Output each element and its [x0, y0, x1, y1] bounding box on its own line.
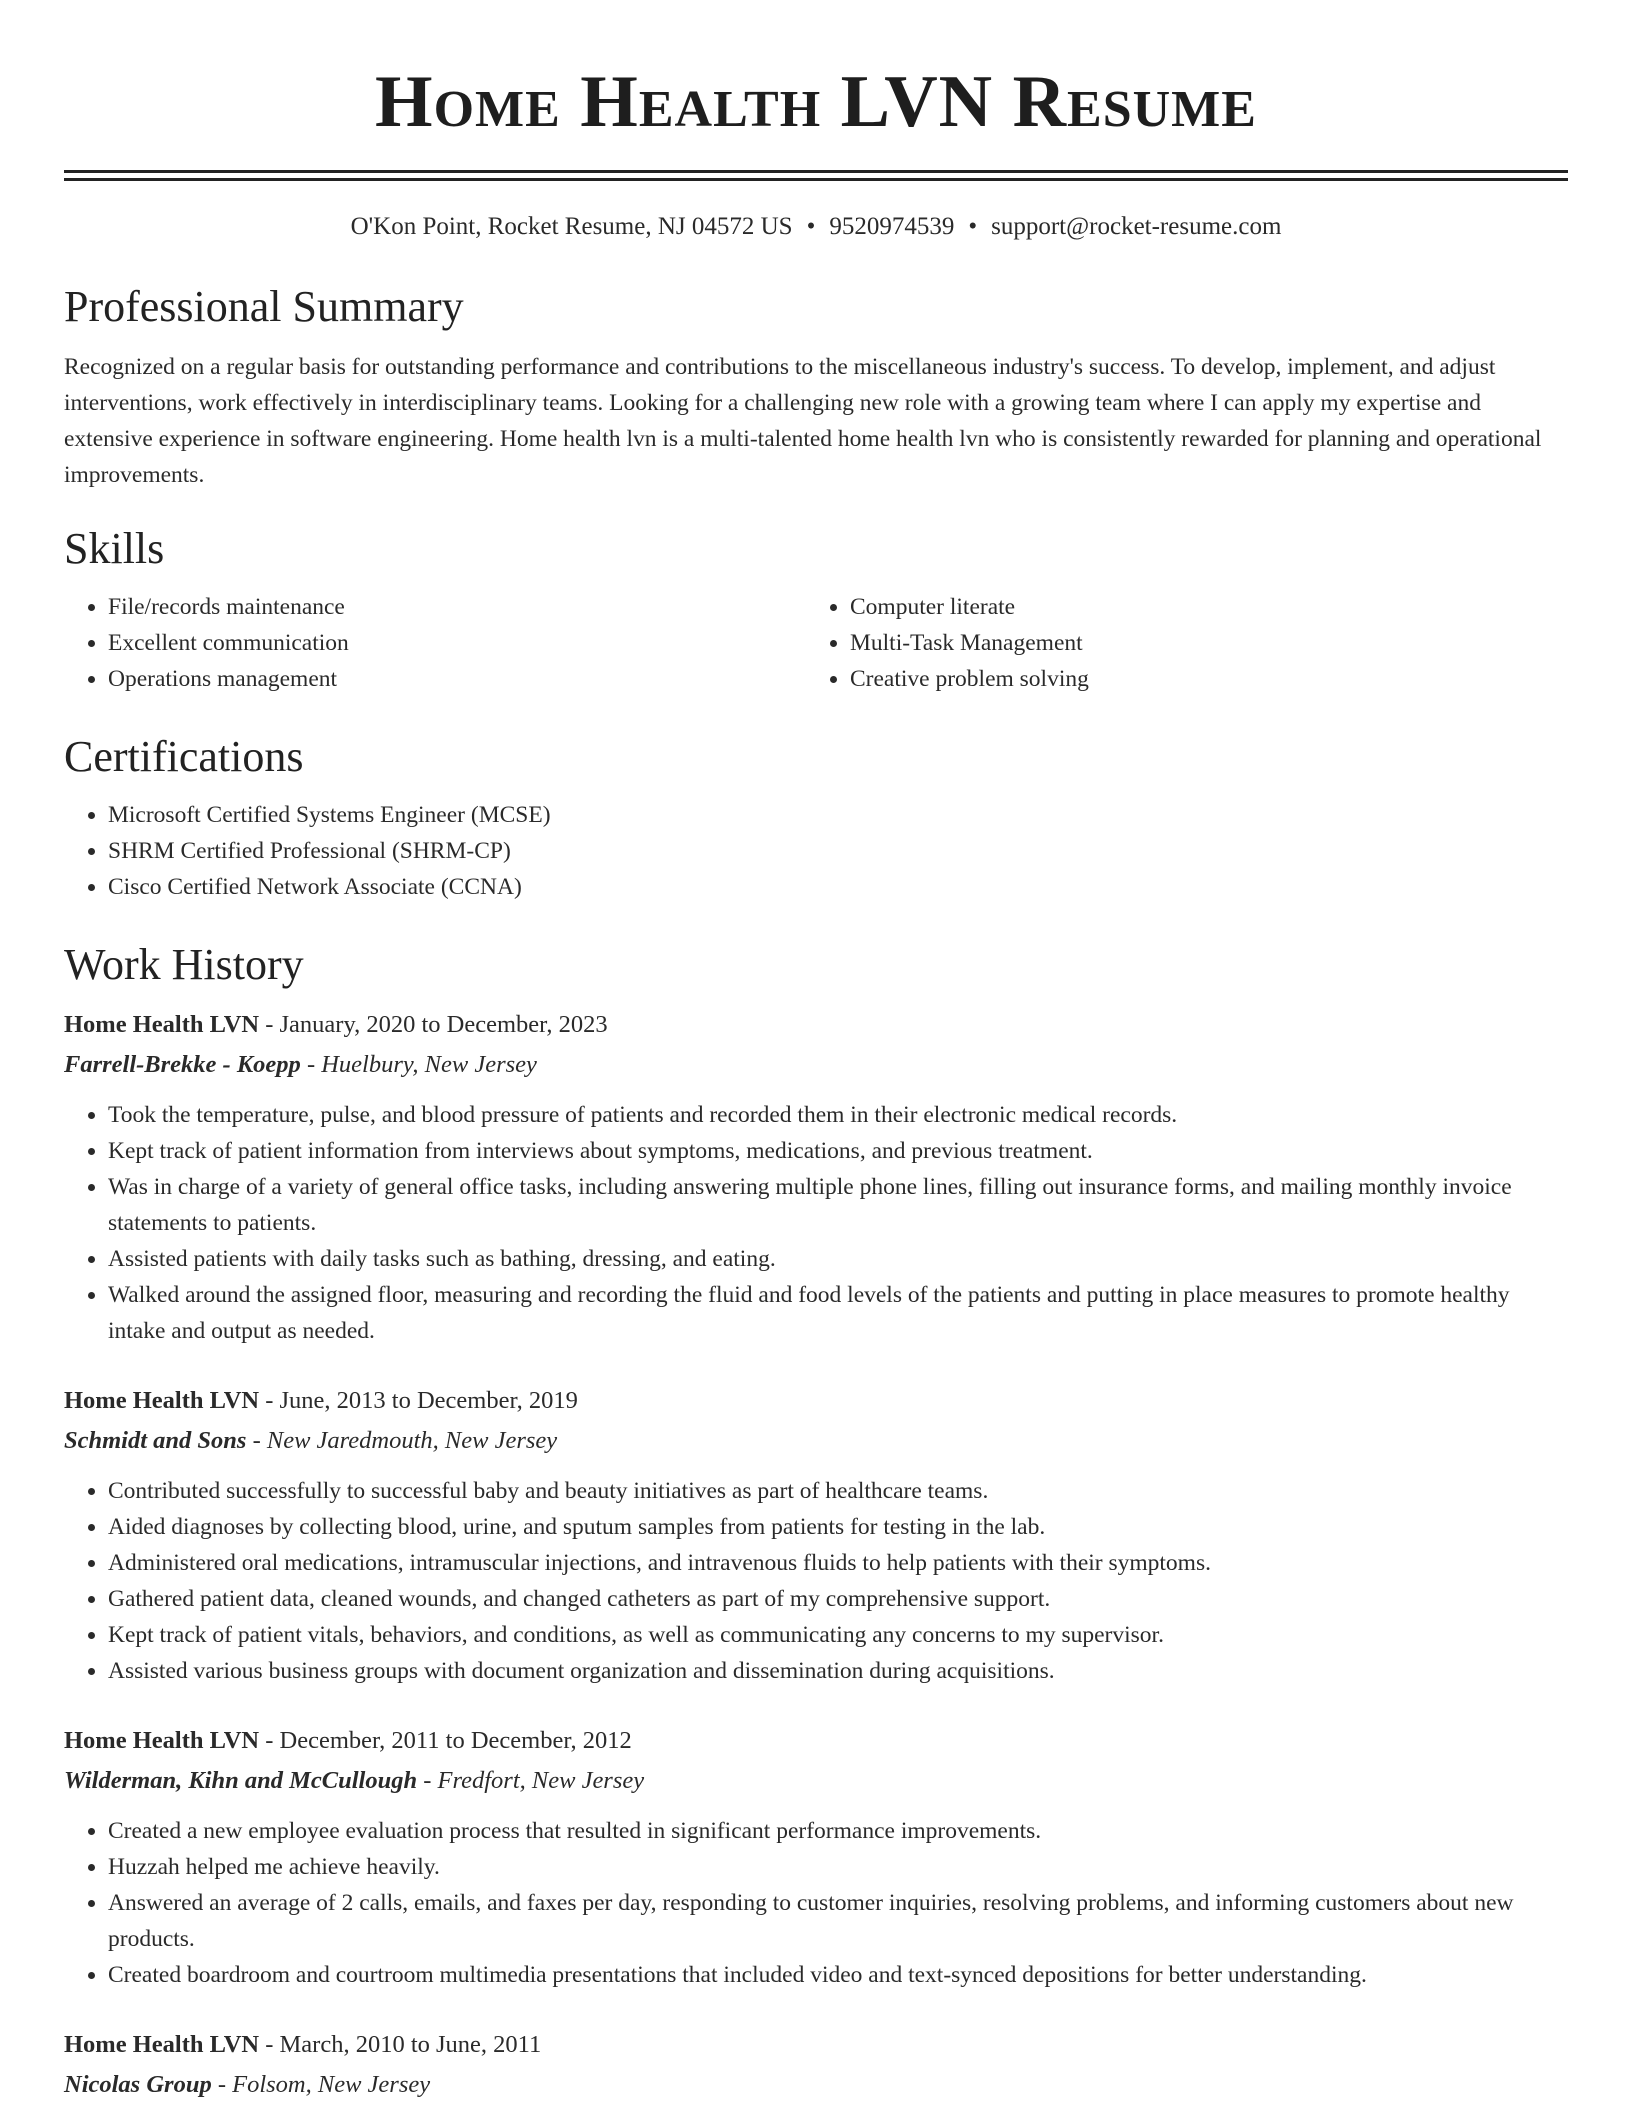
job-title: Home Health LVN	[64, 1011, 260, 1038]
contact-separator: •	[806, 213, 816, 240]
contact-email: support@rocket-resume.com	[991, 213, 1282, 240]
job-company: Wilderman, Kihn and McCullough	[64, 1767, 418, 1794]
job-company: Schmidt and Sons	[64, 1427, 247, 1454]
job-entry	[64, 2025, 1568, 2105]
job-duties-list	[64, 1813, 1568, 1993]
job-entry	[64, 1381, 1568, 1689]
job-dates: - January, 2020 to December, 2023	[259, 1011, 608, 1038]
section-heading-work-history: Work History	[64, 940, 304, 989]
job-entry	[64, 1005, 1568, 1349]
resume-title: Home Health LVN Resume	[375, 61, 1257, 143]
job-company-line	[64, 1421, 1568, 1461]
title-double-rule	[64, 170, 1568, 181]
job-title: Home Health LVN	[64, 1727, 260, 1754]
job-title-line	[64, 2025, 1568, 2065]
job-title-line	[64, 1381, 1568, 1421]
job-duty: • Answered an average of 2 calls, emails, and faxes per day, responding to customer inquiries, resolving problems, and informing customers about new products.	[108, 1885, 1568, 1957]
skills-list-right	[806, 589, 1548, 697]
section-heading-certifications: Certifications	[64, 732, 304, 781]
summary-text: Recognized on a regular basis for outstanding performance and contributions to the miscellaneous industry's success. To develop, implement, and adjust interventions, work effectively in interdisciplinary teams. Looking for a challenging new role with a growing team where I can apply my expertise and extensive experience in software engineering. Home health lvn is a multi-talented home health lvn who is consistently rewarded for planning and operational improvements.	[64, 354, 1542, 488]
job-title-line	[64, 1005, 1568, 1045]
job-company: Farrell-Brekke - Koepp	[64, 1051, 301, 1078]
skill-item: • File/records maintenance	[108, 589, 806, 625]
job-duty: • Was in charge of a variety of general office tasks, including answering multiple phone lines, filling out insurance forms, and mailing monthly invoice statements to patients.	[108, 1169, 1568, 1241]
skill-item: • Excellent communication	[108, 625, 806, 661]
job-title: Home Health LVN	[64, 1387, 260, 1414]
skills-list-left	[64, 589, 806, 697]
job-location: - Huelbury, New Jersey	[300, 1051, 537, 1078]
job-company: Nicolas Group	[64, 2071, 212, 2098]
job-duty: • Administered oral medications, intramuscular injections, and intravenous fluids to help patients with their symptoms.	[108, 1545, 1568, 1581]
job-duty: • Walked around the assigned floor, measuring and recording the fluid and food levels of the patients and putting in place measures to promote healthy intake and output as needed.	[108, 1277, 1568, 1349]
job-duty: • Created a new employee evaluation process that resulted in significant performance improvements.	[108, 1813, 1568, 1849]
job-duties-list	[64, 1097, 1568, 1349]
work-history-section	[64, 939, 1568, 2105]
skills-section	[64, 523, 1568, 697]
skill-item: • Operations management	[108, 661, 806, 697]
skills-grid	[64, 589, 1568, 697]
resume-page	[64, 0, 1568, 2105]
job-title-line	[64, 1721, 1568, 1761]
section-heading-skills: Skills	[64, 524, 165, 573]
skill-item: • Computer literate	[850, 589, 1548, 625]
job-location: - Fredfort, New Jersey	[417, 1767, 645, 1794]
certifications-list	[64, 797, 1568, 905]
job-dates: - June, 2013 to December, 2019	[259, 1387, 578, 1414]
job-dates: - December, 2011 to December, 2012	[259, 1727, 632, 1754]
contact-line	[64, 211, 1568, 243]
section-heading-summary: Professional Summary	[64, 282, 464, 331]
contact-separator: •	[968, 213, 978, 240]
certification-item: • SHRM Certified Professional (SHRM-CP)	[108, 833, 1568, 869]
job-duty: • Created boardroom and courtroom multimedia presentations that included video and text-synced depositions for better understanding.	[108, 1957, 1568, 1993]
skill-item: • Creative problem solving	[850, 661, 1548, 697]
certification-item: • Cisco Certified Network Associate (CCNA)	[108, 869, 1568, 905]
job-location: - New Jaredmouth, New Jersey	[246, 1427, 558, 1454]
job-entry	[64, 1721, 1568, 1993]
job-company-line	[64, 1045, 1568, 1085]
job-duty: • Kept track of patient vitals, behaviors, and conditions, as well as communicating any concerns to my supervisor.	[108, 1617, 1568, 1653]
professional-summary-section	[64, 281, 1568, 493]
job-company-line	[64, 1761, 1568, 1801]
contact-address: O'Kon Point, Rocket Resume, NJ 04572 US	[350, 213, 793, 240]
job-duty: • Assisted patients with daily tasks such as bathing, dressing, and eating.	[108, 1241, 1568, 1277]
job-title: Home Health LVN	[64, 2031, 260, 2058]
job-duty: • Aided diagnoses by collecting blood, urine, and sputum samples from patients for testing in the lab.	[108, 1509, 1568, 1545]
job-dates: - March, 2010 to June, 2011	[259, 2031, 542, 2058]
job-duty: • Gathered patient data, cleaned wounds, and changed catheters as part of my comprehensive support.	[108, 1581, 1568, 1617]
job-duty: • Assisted various business groups with document organization and dissemination during acquisitions.	[108, 1653, 1568, 1689]
job-duty: • Took the temperature, pulse, and blood pressure of patients and recorded them in their electronic medical records.	[108, 1097, 1568, 1133]
job-duty: • Contributed successfully to successful baby and beauty initiatives as part of healthcare teams.	[108, 1473, 1568, 1509]
job-duties-list	[64, 1473, 1568, 1689]
job-location: - Folsom, New Jersey	[211, 2071, 431, 2098]
contact-phone: 9520974539	[829, 213, 955, 240]
job-duty: • Kept track of patient information from interviews about symptoms, medications, and previous treatment.	[108, 1133, 1568, 1169]
skill-item: • Multi-Task Management	[850, 625, 1548, 661]
certification-item: • Microsoft Certified Systems Engineer (MCSE)	[108, 797, 1568, 833]
job-duty: • Huzzah helped me achieve heavily.	[108, 1849, 1568, 1885]
job-company-line	[64, 2065, 1568, 2105]
certifications-section	[64, 731, 1568, 905]
